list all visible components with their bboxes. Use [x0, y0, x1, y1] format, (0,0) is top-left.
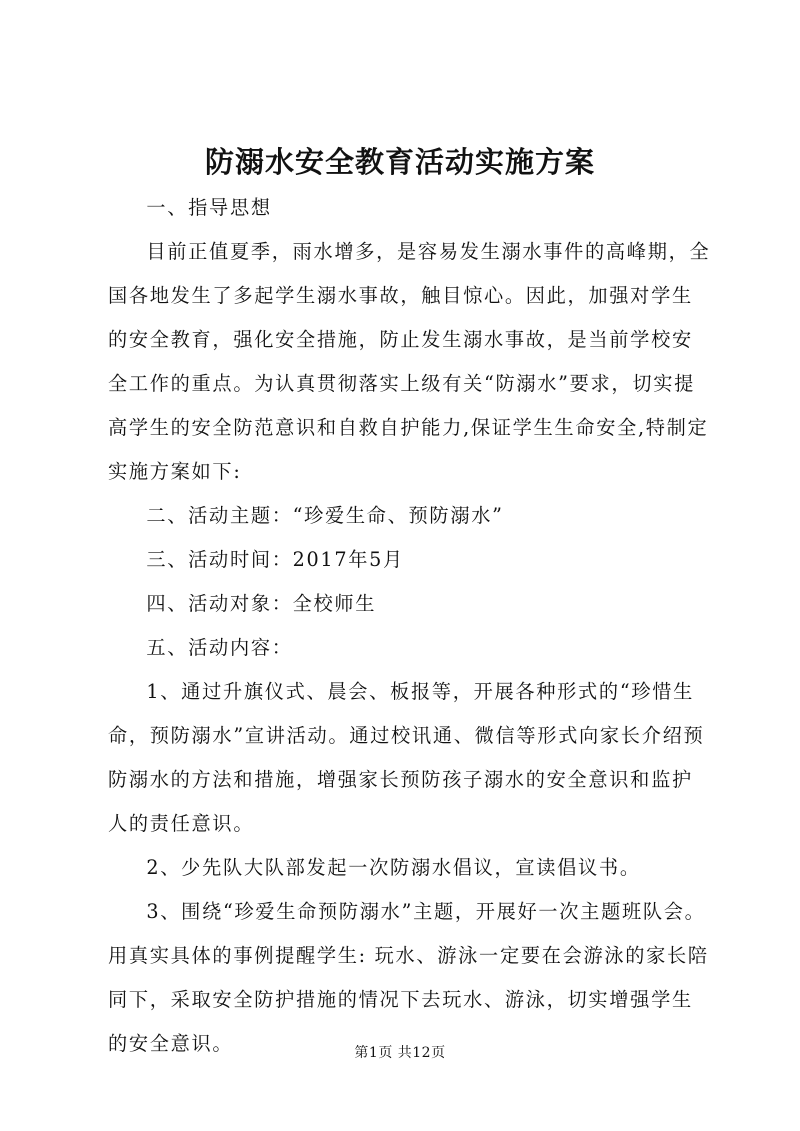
- document-title: 防溺水安全教育活动实施方案: [204, 145, 595, 179]
- list-item-2: 2、少先队大队部发起一次防溺水倡议，宣读倡议书。: [146, 856, 641, 879]
- section-heading-content: 五、活动内容：: [146, 636, 293, 659]
- paragraph-background: 目前正值夏季，雨水增多，是容易发生溺水事件的高峰期，全国各地发生了多起学生溺水事故，触目惊心。因此，加强对学生的安全教育，强化安全措施，防止发生溺水事故，是当前学校安全工作的重点。为认真贯彻落实上级有关“防溺水”要求，切实提高学生的安全防范意识和自救自护能力,保证学生生命安全,特制定实施方案如下:: [108, 240, 711, 483]
- section-heading-target: 四、活动对象：全校师生: [146, 592, 377, 615]
- document-body: [108, 186, 712, 1066]
- section-heading-theme: 二、活动主题：“珍爱生命、预防溺水”: [146, 504, 504, 527]
- section-heading-time: 三、活动时间：2017年5月: [146, 548, 404, 571]
- list-item-1: 1、通过升旗仪式、晨会、板报等，开展各种形式的“珍惜生命，预防溺水”宣讲活动。通过校讯通、微信等形式向家长介绍预防溺水的方法和措施，增强家长预防孩子溺水的安全意识和监护人的责任意识。: [108, 680, 705, 835]
- section-heading-guiding-ideology: 一、指导思想: [146, 196, 272, 219]
- page-number-footer: 第1页 共12页: [354, 1045, 446, 1061]
- list-item-3: 3、围绕“珍爱生命预防溺水”主题，开展好一次主题班队会。用真实具体的事例提醒学生: 玩水、游泳一定要在会游泳的家长陪同下，采取安全防护措施的情况下去玩水、游泳，切实增强学生的安全意识。: [108, 900, 709, 1055]
